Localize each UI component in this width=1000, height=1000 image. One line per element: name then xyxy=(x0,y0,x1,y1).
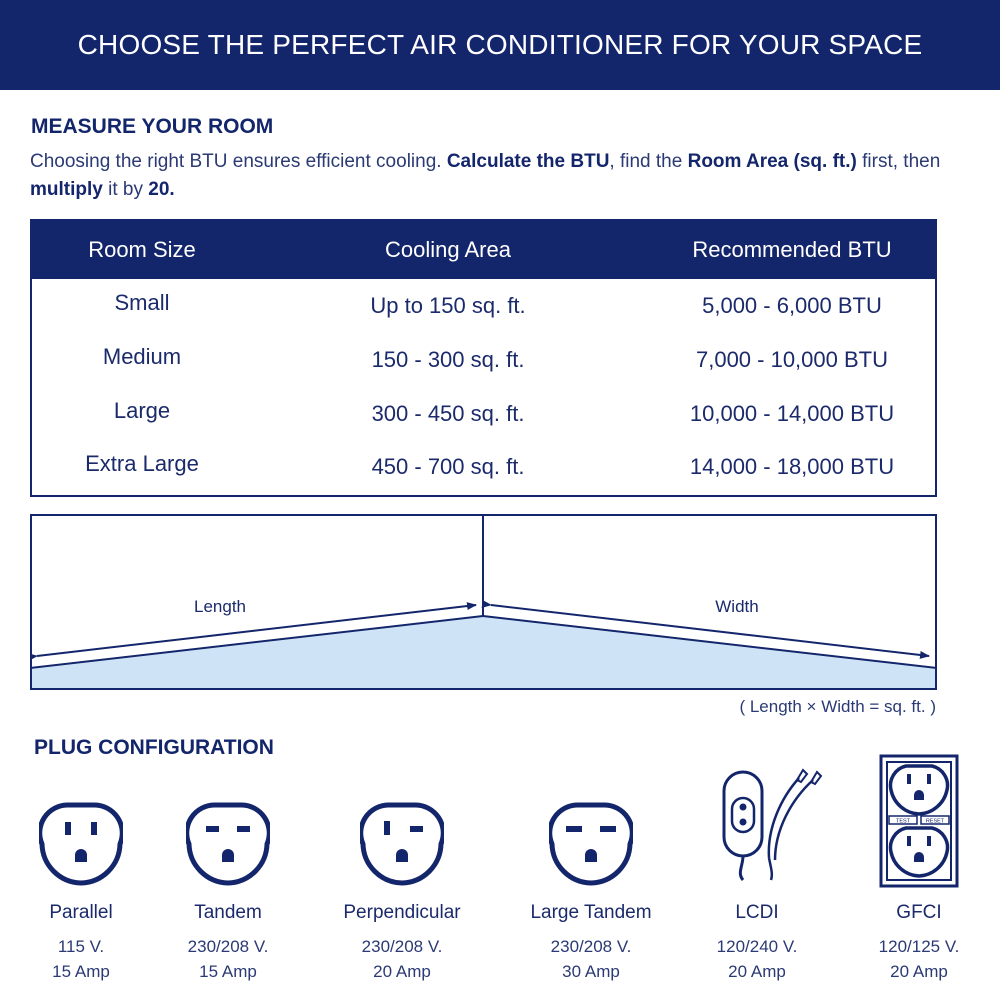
plug-name: Perpendicular xyxy=(343,902,461,923)
header-cooling-area: Cooling Area xyxy=(385,237,511,262)
measure-room-heading: MEASURE YOUR ROOM xyxy=(31,115,274,138)
lcdi-plug-icon xyxy=(719,758,829,886)
cooling-area-cell: 300 - 450 sq. ft. xyxy=(371,401,525,426)
parallel-outlet-icon xyxy=(39,802,123,886)
cooling-area-cell: 450 - 700 sq. ft. xyxy=(371,454,525,479)
plug-name: Tandem xyxy=(194,902,262,923)
room-size-cell: Extra Large xyxy=(85,451,199,476)
header-recommended-btu: Recommended BTU xyxy=(692,237,892,262)
recommended-btu-cell: 7,000 - 10,000 BTU xyxy=(695,347,888,372)
length-label: Length xyxy=(194,597,246,616)
reset-button-label: RESET xyxy=(925,818,945,825)
gfci-outlet-icon xyxy=(879,754,959,888)
room-size-cell: Medium xyxy=(102,344,182,369)
header-room-size: Room Size xyxy=(88,237,196,262)
table-row xyxy=(32,279,935,333)
recommended-btu-cell: 5,000 - 6,000 BTU xyxy=(702,293,882,318)
btu-intro-text: Choosing the right BTU ensures efficient cooling. Calculate the BTU, find the Room Area (sq. ft.) first, then multiply it by 20. xyxy=(30,151,941,200)
room-measurement-diagram xyxy=(30,514,937,690)
room-size-cell: Small xyxy=(114,290,170,315)
table-row xyxy=(32,440,935,494)
plug-spec: 230/208 V. 30 Amp xyxy=(550,937,632,981)
plug-spec: 120/240 V. 20 Amp xyxy=(716,937,798,981)
recommended-btu-cell: 10,000 - 14,000 BTU xyxy=(689,401,895,426)
table-row xyxy=(32,333,935,387)
table-header xyxy=(32,221,935,279)
room-size-cell: Large xyxy=(113,398,171,423)
header-banner xyxy=(0,0,1000,90)
test-button-label: TEST xyxy=(895,818,911,825)
plug-spec: 115 V. 15 Amp xyxy=(52,937,110,981)
plug-name: Large Tandem xyxy=(530,902,652,923)
btu-table xyxy=(30,219,937,497)
plug-configuration-heading: PLUG CONFIGURATION xyxy=(34,736,274,759)
table-row xyxy=(32,387,935,441)
plug-spec: 230/208 V. 20 Amp xyxy=(361,937,443,981)
page-title: CHOOSE THE PERFECT AIR CONDITIONER FOR YOUR SPACE xyxy=(77,29,923,60)
width-label: Width xyxy=(715,597,759,616)
area-formula: ( Length × Width = sq. ft. ) xyxy=(739,697,936,716)
plug-spec: 230/208 V. 15 Amp xyxy=(187,937,269,981)
large-tandem-outlet-icon xyxy=(549,802,633,886)
plug-name: GFCI xyxy=(896,902,942,923)
tandem-outlet-icon xyxy=(186,802,270,886)
cooling-area-cell: Up to 150 sq. ft. xyxy=(370,293,526,318)
plug-name: Parallel xyxy=(49,902,113,923)
recommended-btu-cell: 14,000 - 18,000 BTU xyxy=(689,454,895,479)
plug-name: LCDI xyxy=(735,902,779,923)
perpendicular-outlet-icon xyxy=(360,802,444,886)
plug-spec: 120/125 V. 20 Amp xyxy=(878,937,960,981)
cooling-area-cell: 150 - 300 sq. ft. xyxy=(371,347,525,372)
